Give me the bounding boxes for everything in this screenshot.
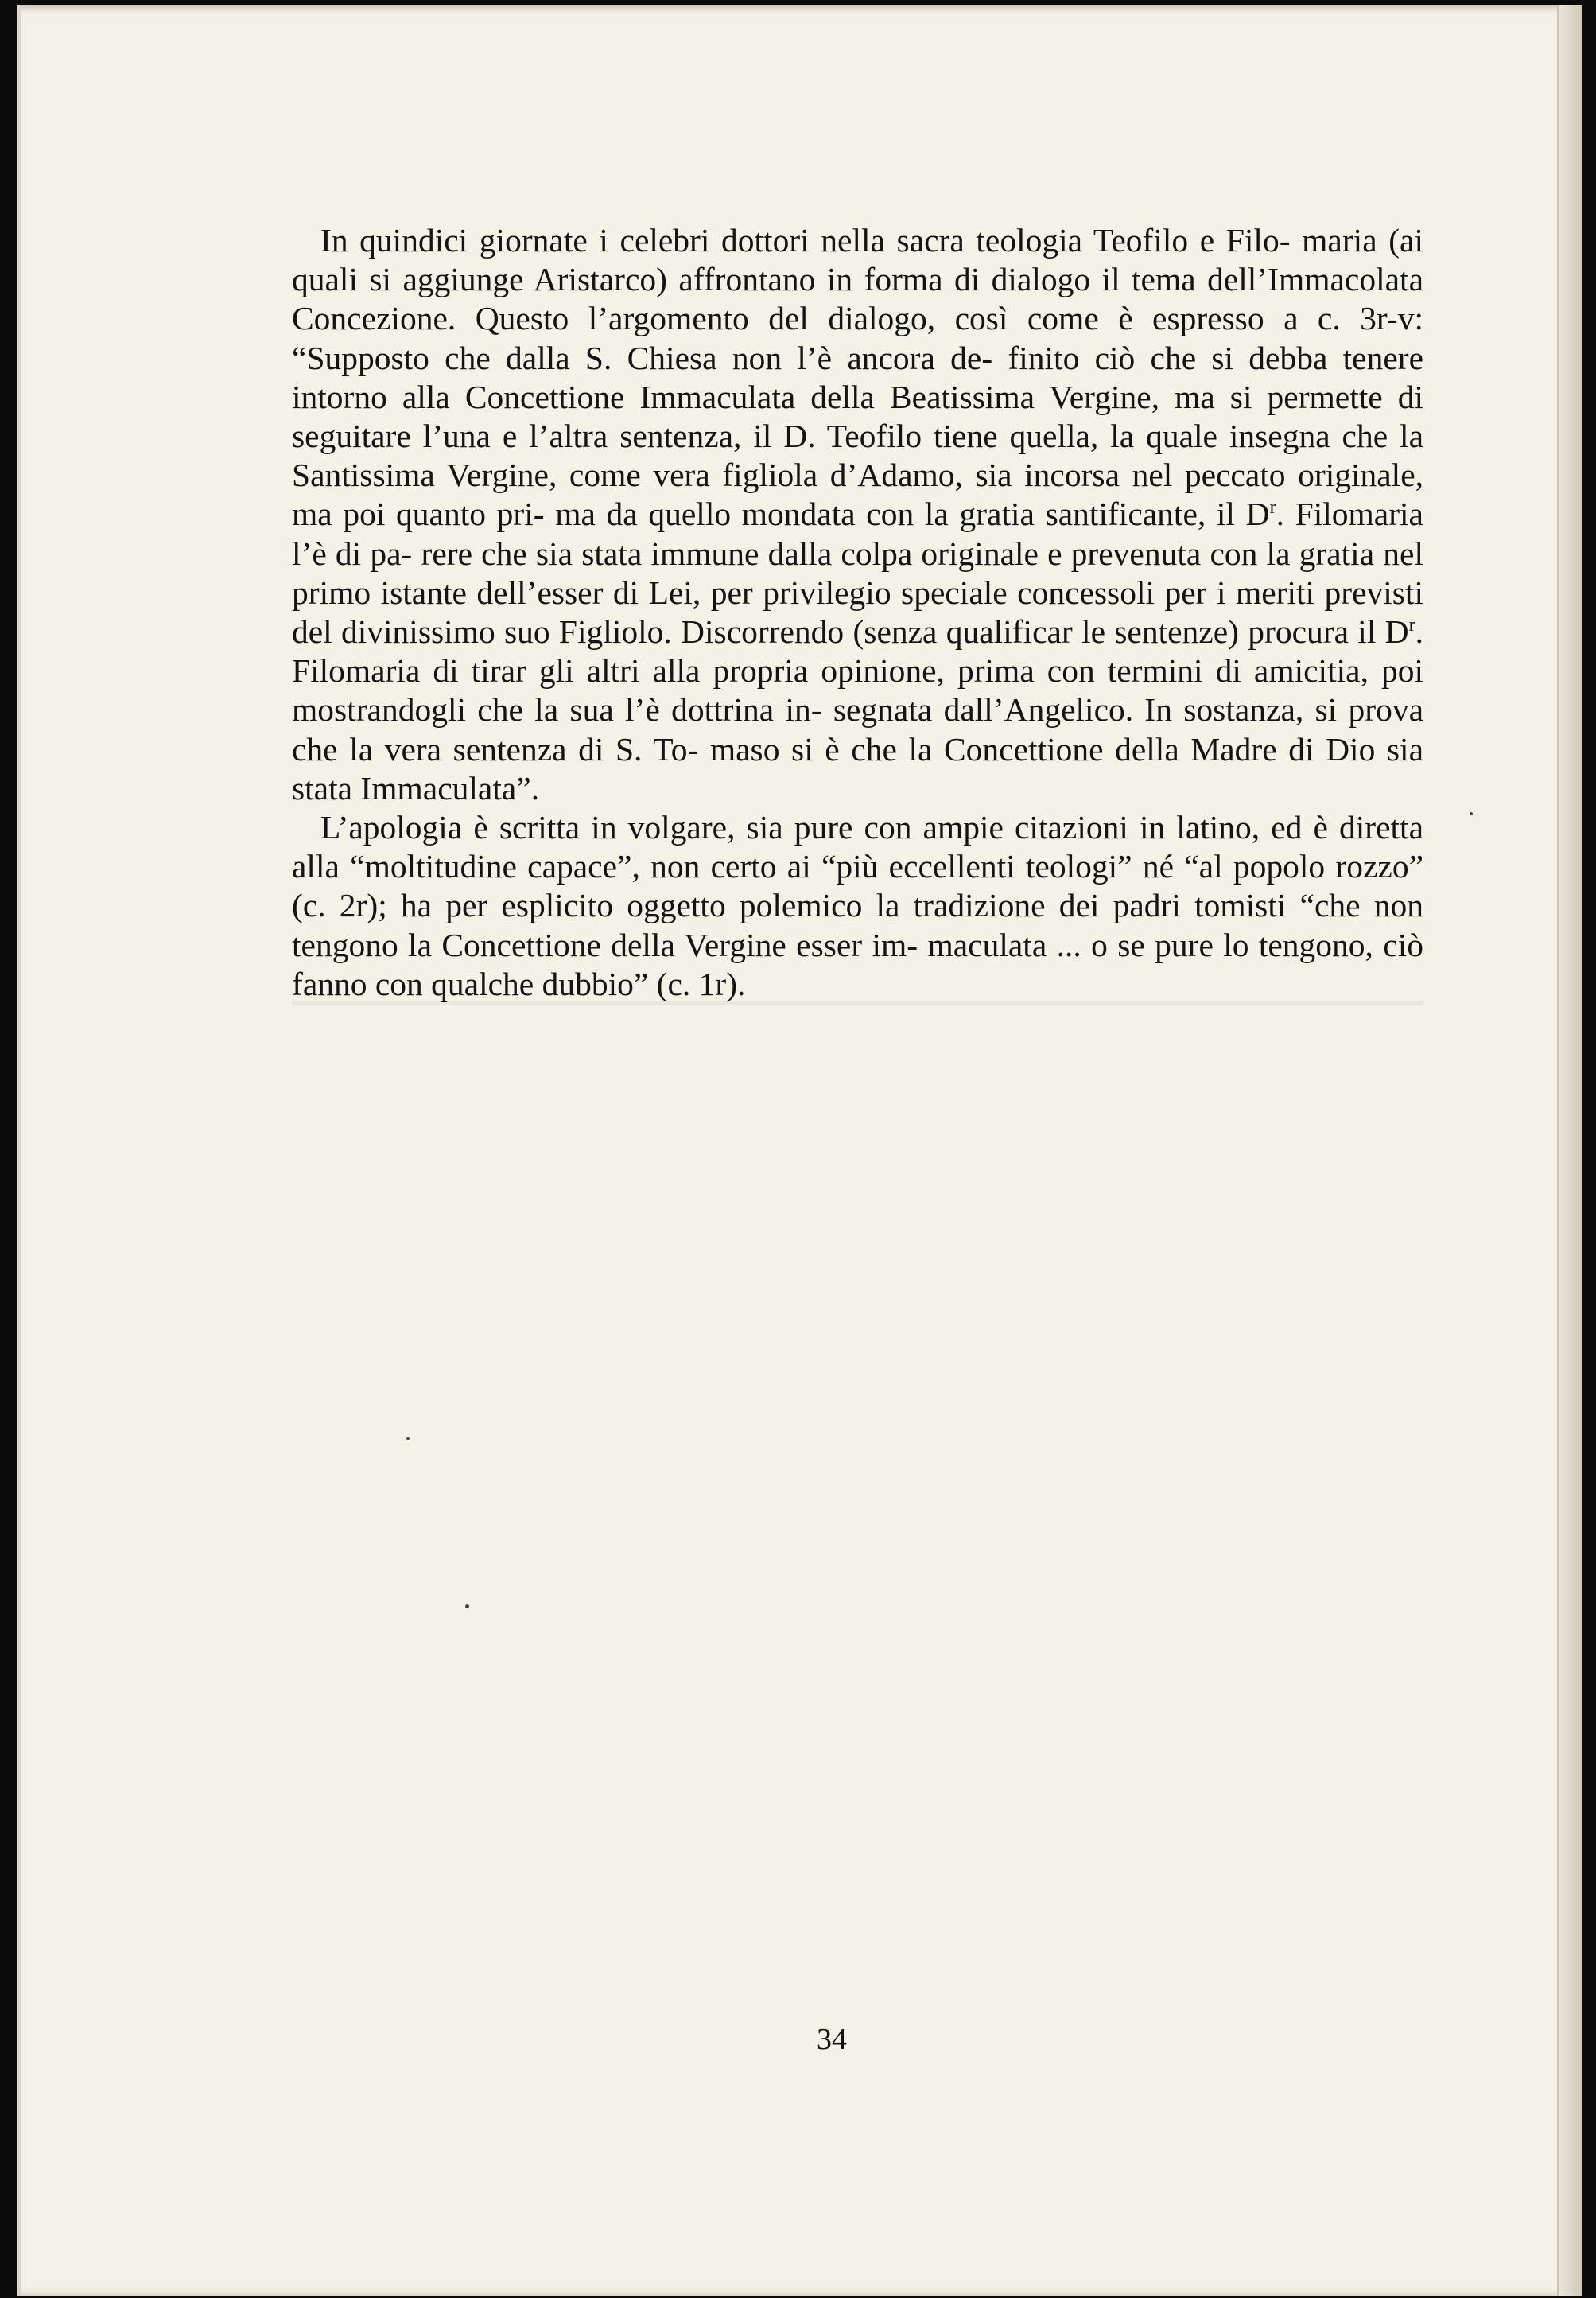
- paragraph-1-run-2: . Filomaria l’è di pa- rere che sia stata immune dalla colpa originale e prevenuta con la gratia nel primo istante dell’esser di Lei, per privilegio speciale concessoli per i meriti previsti del divinissimo suo Figliolo. Discorrendo (senza qualificar le sentenze) procura il D: [292, 496, 1423, 651]
- paper-speck: [465, 1604, 469, 1608]
- show-through-text: [292, 1001, 1423, 1032]
- doctor-abbrev-superscript-1: r: [1269, 497, 1276, 519]
- page-left-edge: [17, 5, 21, 2296]
- paragraph-1-run-1: In quindici giornate i celebri dottori nella sacra teologia Teofilo e Filo- maria (ai quali si aggiunge Aristarco) affrontano in forma di dialogo il tema dell’Immacolata Concezione. Questo l’argomento del dialogo, così come è espresso a c. 3r-v: “Supposto che dalla S. Chiesa non l’è ancora de- finito ciò che si debba tenere intorno alla Concettione Immaculata della Beatissima Vergine, ma si permette di seguitare l’una e l’altra sentenza, il D. Teofilo tiene quella, la quale insegna che la Santissima Vergine, come vera figliola d’Adamo, sia incorsa nel peccato originale, ma poi quanto pri- ma da quello mondata con la gratia santificante, il D: [292, 222, 1423, 533]
- paragraph-1-run-3: . Filomaria di tirar gli altri alla propria opinione, prima con termini di amicitia, poi mostrandogli che la sua l’è dottrina in- segnata dall’Angelico. In sostanza, si prova che la vera sentenza di S. To- maso si è che la Concettione della Madre di Dio sia stata Immaculata”.: [292, 613, 1423, 807]
- paragraph-2: L’apologia è scritta in volgare, sia pure con ampie citazioni in latino, ed è diretta alla “moltitudine capace”, non certo ai “più eccellenti teologi” né “al popolo rozzo” (c. 2r); ha per esplicito oggetto polemico la tradizione dei padri tomisti “che non tengono la Concettione della Vergine esser im- maculata ... o se pure lo tengono, ciò fanno con qualche dubbio” (c. 1r).: [292, 809, 1423, 1002]
- body-text: [292, 221, 1423, 1004]
- document-page: [17, 5, 1582, 2296]
- page-binding-edge: [1557, 5, 1582, 2296]
- paper-speck: [406, 1437, 410, 1440]
- paragraph-1: [292, 221, 1423, 808]
- page-number: 34: [817, 2023, 847, 2056]
- paper-speck: [1470, 812, 1473, 815]
- doctor-abbrev-superscript-2: r: [1408, 615, 1415, 636]
